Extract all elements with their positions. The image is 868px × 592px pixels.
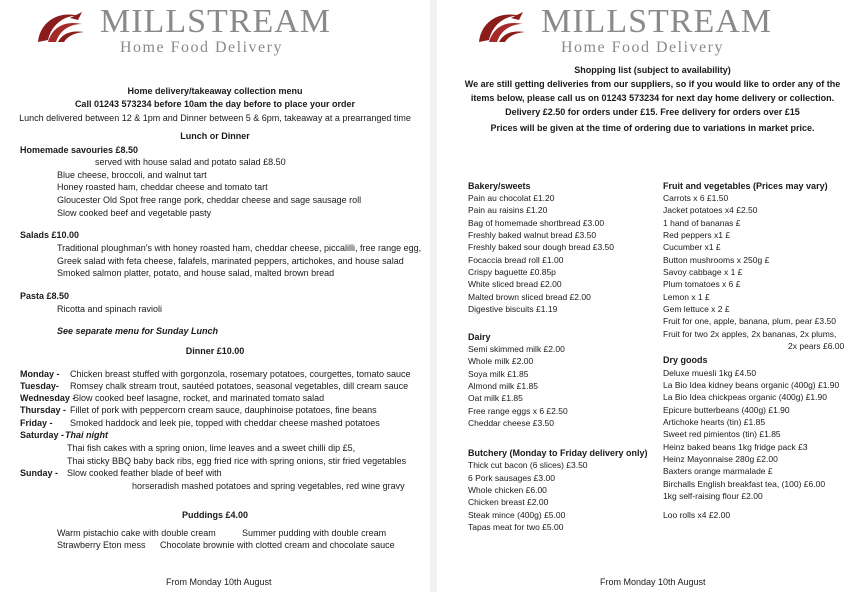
salads-item: Smoked salmon platter, potato, and house salad, malted brown bread <box>57 268 335 278</box>
footer-date: From Monday 10th August <box>600 577 706 587</box>
dinner-item-wednesday: Slow cooked beef lasagne, rocket, and marinated tomato salad <box>73 393 325 403</box>
dry-goods-item: Epicure butterbeans (400g) £1.90 <box>663 405 790 415</box>
savouries-item: Gloucester Old Spot free range pork, cheddar cheese and sage sausage roll <box>57 195 362 205</box>
salads-item: Traditional ploughman's with honey roasted ham, cheddar cheese, piccalilli, free range egg, <box>57 243 422 253</box>
butchery-item: Whole chicken £6.00 <box>468 485 547 495</box>
price-note: Prices will be given at the time of ordering due to variations in market price. <box>490 123 815 133</box>
dry-goods-item: Baxters orange marmalade £ <box>663 466 773 476</box>
savouries-item: Blue cheese, broccoli, and walnut tart <box>57 170 207 180</box>
dinner-day-tuesday: Tuesday- <box>20 381 59 391</box>
bakery-item: Freshly baked walnut bread £3.50 <box>468 230 597 240</box>
bakery-item: White sliced bread £2.00 <box>468 279 562 289</box>
fruit-item: Red peppers x1 £ <box>663 230 731 240</box>
menu-page <box>0 0 430 592</box>
millstream-logo <box>471 2 801 57</box>
fruit-title: Fruit and vegetables (Prices may vary) <box>663 181 828 191</box>
brand-tagline: Home Food Delivery <box>561 39 724 56</box>
savouries-item: Slow cooked beef and vegetable pasty <box>57 208 212 218</box>
dinner-day-saturday: Saturday - <box>20 430 65 440</box>
dairy-item: Almond milk £1.85 <box>468 381 538 391</box>
dairy-item: Soya milk £1.85 <box>468 369 529 379</box>
dry-goods-item: La Bio Idea kidney beans organic (400g) £1.90 <box>663 380 840 390</box>
butchery-item: Chicken breast £2.00 <box>468 497 549 507</box>
savouries-item: Honey roasted ham, cheddar cheese and tomato tart <box>57 182 268 192</box>
fruit-item: Plum tomatoes x 6 £ <box>663 279 741 289</box>
salads-title: Salads £10.00 <box>20 230 80 240</box>
dry-goods-item: Sweet red pimientos (tin) £1.85 <box>663 429 781 439</box>
butchery-item: 6 Pork sausages £3.00 <box>468 473 555 483</box>
shopping-list-page <box>437 0 868 592</box>
dairy-item: Semi skimmed milk £2.00 <box>468 344 565 354</box>
fruit-item: Fruit for two 2x apples, 2x bananas, 2x plums, <box>663 329 837 339</box>
dry-goods-title: Dry goods <box>663 355 708 365</box>
bakery-item: Pain au chocolat £1.20 <box>468 193 555 203</box>
pasta-title: Pasta £8.50 <box>20 291 70 301</box>
bakery-item: Pain au raisins £1.20 <box>468 205 548 215</box>
bakery-item: Digestive biscuits £1.19 <box>468 304 558 314</box>
fruit-item: Fruit for one, apple, banana, plum, pear £3.50 <box>663 316 836 326</box>
fruit-item: 2x pears £6.00 <box>788 341 845 351</box>
millstream-logo-icon <box>471 6 531 52</box>
pasta-item: Ricotta and spinach ravioli <box>57 304 163 314</box>
bakery-item: Focaccia bread roll £1.00 <box>468 255 564 265</box>
fruit-item: Button mushrooms x 250g £ <box>663 255 770 265</box>
butchery-item: Tapas meat for two £5.00 <box>468 522 564 532</box>
savouries-title: Homemade savouries £8.50 <box>20 145 139 155</box>
dry-goods-item: Heinz Mayonnaise 280g £2.00 <box>663 454 778 464</box>
menu-header-times: Lunch delivered between 12 & 1pm and Dinner between 5 & 6pm, takeaway at a prearranged time <box>19 113 411 123</box>
dinner-day-sunday: Sunday - <box>20 468 59 478</box>
fruit-item: 1 hand of bananas £ <box>663 218 741 228</box>
bakery-item: Malted brown sliced bread £2.00 <box>468 292 591 302</box>
dinner-day-thursday: Thursday - <box>20 405 67 415</box>
lunch-title: Lunch or Dinner <box>180 131 250 141</box>
fruit-item: Lemon x 1 £ <box>663 292 710 302</box>
loo-rolls-item: Loo rolls x4 £2.00 <box>663 510 731 520</box>
bakery-item: Bag of homemade shortbread £3.00 <box>468 218 605 228</box>
pudding-item: Strawberry Eton mess <box>57 540 146 550</box>
brand-tagline: Home Food Delivery <box>120 39 283 56</box>
dry-goods-item: Birchalls English breakfast tea, (100) £6.00 <box>663 479 826 489</box>
dinner-item-saturday: Thai night <box>65 430 108 440</box>
dinner-item-friday: Smoked haddock and leek pie, topped with cheddar cheese mashed potatoes <box>70 418 380 428</box>
dairy-item: Free range eggs x 6 £2.50 <box>468 406 568 416</box>
pudding-item: Warm pistachio cake with double cream <box>57 528 216 538</box>
dinner-item-tuesday: Romsey chalk stream trout, sautéed potatoes, seasonal vegetables, dill cream sauce <box>70 381 409 391</box>
dry-goods-item: Heinz baked beans 1kg fridge pack £3 <box>663 442 808 452</box>
page-divider <box>430 0 437 592</box>
fruit-item: Carrots x 6 £1.50 <box>663 193 729 203</box>
sunday-note: See separate menu for Sunday Lunch <box>57 326 219 336</box>
shopping-intro: items below, please call us on 01243 573234 for next day home delivery or collection. <box>470 93 835 103</box>
dry-goods-item: Artichoke hearts (tin) £1.85 <box>663 417 766 427</box>
butchery-title: Butchery (Monday to Friday delivery only) <box>468 448 648 458</box>
pudding-item: Summer pudding with double cream <box>242 528 387 538</box>
millstream-logo <box>30 2 360 57</box>
puddings-title: Puddings £4.00 <box>181 510 249 520</box>
dinner-day-friday: Friday - <box>20 418 53 428</box>
dairy-title: Dairy <box>468 332 491 342</box>
fruit-item: Savoy cabbage x 1 £ <box>663 267 743 277</box>
dairy-item: Whole milk £2.00 <box>468 356 534 366</box>
savouries-item: served with house salad and potato salad £8.50 <box>95 157 286 167</box>
salads-item: Greek salad with feta cheese, falafels, marinated peppers, artichokes, and house salad <box>57 256 404 266</box>
brand-name: MILLSTREAM <box>541 3 772 40</box>
butchery-item: Steak mince (400g) £5.00 <box>468 510 566 520</box>
delivery-note: Delivery £2.50 for orders under £15. Free delivery for orders over £15 <box>505 107 800 117</box>
butchery-item: Thick cut bacon (6 slices) £3.50 <box>468 460 588 470</box>
footer-date: From Monday 10th August <box>166 577 272 587</box>
dry-goods-item: La Bio Idea chickpeas organic (400g) £1.90 <box>663 392 827 402</box>
millstream-logo-icon <box>30 6 90 52</box>
fruit-item: Cucumber x1 £ <box>663 242 721 252</box>
dairy-item: Cheddar cheese £3.50 <box>468 418 555 428</box>
bakery-item: Freshly baked sour dough bread £3.50 <box>468 242 615 252</box>
fruit-item: Jacket potatoes x4 £2.50 <box>663 205 758 215</box>
dry-goods-item: Deluxe muesli 1kg £4.50 <box>663 368 757 378</box>
shopping-list-title: Shopping list (subject to availability) <box>574 65 731 75</box>
dinner-item-thursday: Fillet of pork with peppercorn cream sauce, dauphinoise potatoes, fine beans <box>70 405 377 415</box>
dinner-item-monday: Chicken breast stuffed with gorgonzola, rosemary potatoes, courgettes, tomato sauce <box>70 369 411 379</box>
dinner-item-sunday-2: horseradish mashed potatoes and spring vegetables, red wine gravy <box>132 481 405 491</box>
dinner-item-sunday: Slow cooked feather blade of beef with <box>67 468 222 478</box>
brand-name: MILLSTREAM <box>100 3 331 40</box>
pudding-item: Chocolate brownie with clotted cream and chocolate sauce <box>160 540 395 550</box>
dry-goods-item: 1kg self-raising flour £2.00 <box>663 491 763 501</box>
dinner-item-saturday-1: Thai fish cakes with a spring onion, lime leaves and a sweet chilli dip £5, <box>67 443 356 453</box>
bakery-title: Bakery/sweets <box>468 181 531 191</box>
dinner-item-saturday-2: Thai sticky BBQ baby back ribs, egg fried rice with spring onions, stir fried vegetables <box>67 456 407 466</box>
bakery-item: Crispy baguette £0.85p <box>468 267 556 277</box>
dinner-day-wednesday: Wednesday - <box>20 393 76 403</box>
dinner-title: Dinner £10.00 <box>185 346 245 356</box>
fruit-item: Gem lettuce x 2 £ <box>663 304 730 314</box>
menu-header-title: Home delivery/takeaway collection menu <box>127 86 303 96</box>
dinner-day-monday: Monday - <box>20 369 60 379</box>
menu-header-phone: Call 01243 573234 before 10am the day before to place your order <box>74 99 356 109</box>
shopping-intro: We are still getting deliveries from our suppliers, so if you would like to order any of the <box>464 79 841 89</box>
dairy-item: Oat milk £1.85 <box>468 393 523 403</box>
